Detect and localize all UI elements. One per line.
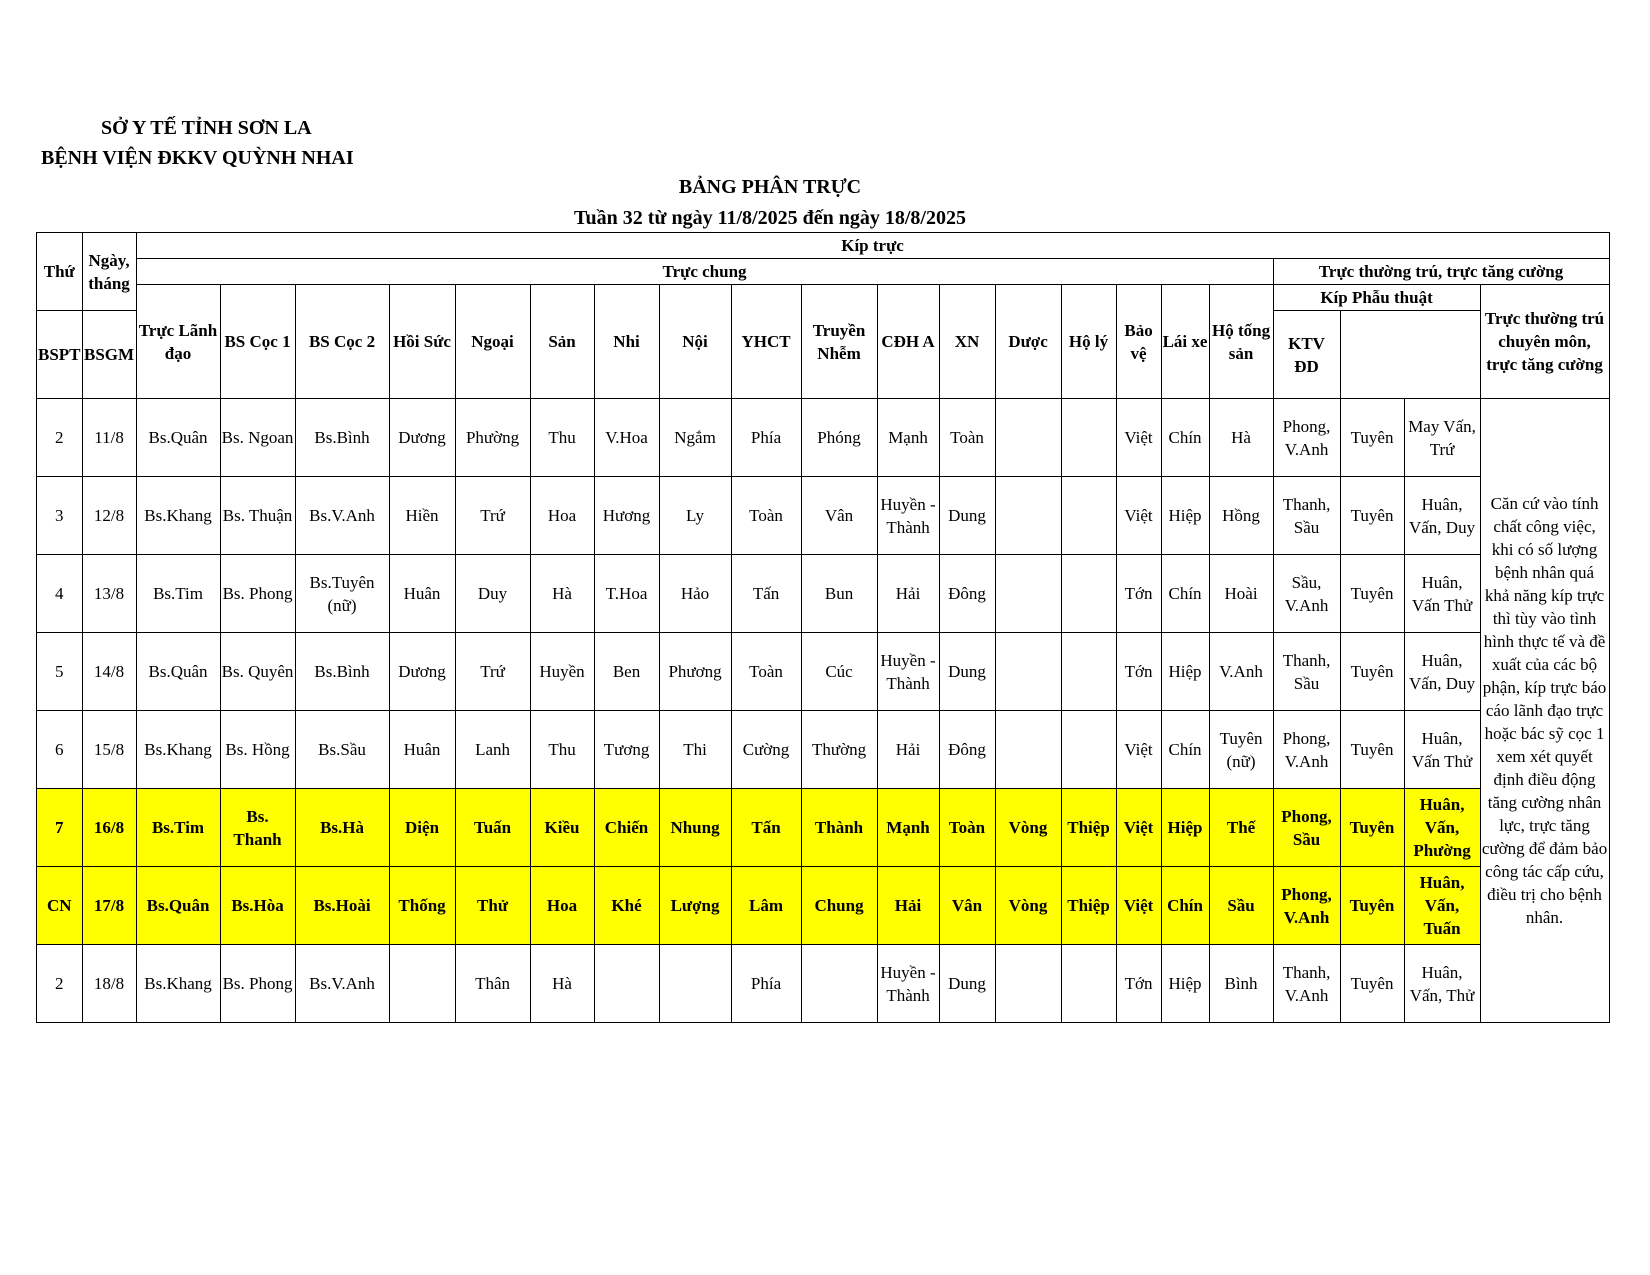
col-header: BS Cọc 1 — [220, 285, 295, 399]
cell-duty: Bs. Quyên — [220, 633, 295, 711]
cell-duty: Huân — [389, 555, 455, 633]
cell-duty: Mạnh — [877, 399, 939, 477]
cell-duty: Toàn — [731, 633, 801, 711]
col-header: Truyền Nhễm — [801, 285, 877, 399]
cell-duty: Tương — [594, 711, 659, 789]
cell-duty: Bs. Thanh — [220, 789, 295, 867]
cell-duty: Thành — [801, 789, 877, 867]
cell-duty — [995, 555, 1061, 633]
cell-duty: Cường — [731, 711, 801, 789]
cell-thu: CN — [37, 867, 83, 945]
cell-duty: Chín — [1161, 711, 1209, 789]
cell-surgery: Tuyên — [1340, 867, 1404, 945]
col-header: Hồi Sức — [389, 285, 455, 399]
cell-duty — [995, 945, 1061, 1023]
cell-duty: Vân — [801, 477, 877, 555]
col-header: XN — [939, 285, 995, 399]
cell-duty: Bs. Phong — [220, 555, 295, 633]
cell-surgery: Huân, Vấn, Duy — [1404, 477, 1480, 555]
cell-duty — [1061, 555, 1116, 633]
cell-duty: Duy — [455, 555, 530, 633]
cell-duty: Huyền - Thành — [877, 633, 939, 711]
cell-duty — [594, 945, 659, 1023]
col-header: Hộ tống sản — [1209, 285, 1273, 399]
cell-duty: Thiệp — [1061, 789, 1116, 867]
cell-duty: Vòng — [995, 789, 1061, 867]
cell-duty: T.Hoa — [594, 555, 659, 633]
cell-duty: Đông — [939, 555, 995, 633]
table-row — [37, 945, 1610, 1023]
org-hospital-name: BỆNH VIỆN ĐKKV QUỲNH NHAI — [41, 147, 354, 169]
cell-duty: Bs.Tim — [136, 789, 220, 867]
cell-ngay: 16/8 — [82, 789, 136, 867]
cell-duty: Thu — [530, 711, 594, 789]
cell-duty: Hà — [1209, 399, 1273, 477]
cell-duty: Chiến — [594, 789, 659, 867]
cell-duty — [659, 945, 731, 1023]
table-row — [37, 633, 1610, 711]
cell-duty: Trứ — [455, 477, 530, 555]
cell-duty: Chín — [1161, 399, 1209, 477]
cell-ngay: 18/8 — [82, 945, 136, 1023]
cell-duty: Hoa — [530, 477, 594, 555]
cell-duty — [1061, 711, 1116, 789]
cell-duty: Việt — [1116, 789, 1161, 867]
group-header-kip-truc: Kíp trực — [136, 233, 1609, 259]
cell-duty: Thế — [1209, 789, 1273, 867]
cell-surgery: Thanh, V.Anh — [1273, 945, 1340, 1023]
cell-duty — [1061, 399, 1116, 477]
col-header: CĐH A — [877, 285, 939, 399]
table-row — [37, 477, 1610, 555]
cell-duty — [801, 945, 877, 1023]
cell-surgery: Sầu, V.Anh — [1273, 555, 1340, 633]
cell-surgery: Huân, Vấn, Phường — [1404, 789, 1480, 867]
cell-duty: Dung — [939, 477, 995, 555]
cell-duty — [1061, 945, 1116, 1023]
cell-duty — [995, 633, 1061, 711]
col-header-thu: Thứ — [37, 233, 83, 311]
cell-duty: Bs.Hòa — [220, 867, 295, 945]
cell-duty: Tớn — [1116, 555, 1161, 633]
cell-duty: Phía — [731, 945, 801, 1023]
cell-surgery: Huân, Vấn, Duy — [1404, 633, 1480, 711]
col-header: Hộ lý — [1061, 285, 1116, 399]
cell-duty: Tấn — [731, 555, 801, 633]
cell-ngay: 12/8 — [82, 477, 136, 555]
cell-duty: Vòng — [995, 867, 1061, 945]
cell-surgery: Tuyên — [1340, 555, 1404, 633]
cell-duty: Sầu — [1209, 867, 1273, 945]
cell-surgery: Huân, Vấn, Tuấn — [1404, 867, 1480, 945]
cell-surgery: Thanh, Sầu — [1273, 633, 1340, 711]
cell-surgery: Phong, V.Anh — [1273, 867, 1340, 945]
cell-duty: Thống — [389, 867, 455, 945]
cell-duty: Hiệp — [1161, 789, 1209, 867]
cell-duty: Tấn — [731, 789, 801, 867]
cell-duty — [995, 399, 1061, 477]
cell-duty: Chín — [1161, 555, 1209, 633]
cell-duty: Thu — [530, 399, 594, 477]
cell-duty: Thi — [659, 711, 731, 789]
cell-duty: Tuấn — [455, 789, 530, 867]
cell-duty: Chung — [801, 867, 877, 945]
cell-duty: Cúc — [801, 633, 877, 711]
duty-schedule-table — [36, 232, 1610, 1023]
cell-duty: Bs. Phong — [220, 945, 295, 1023]
cell-duty — [1061, 477, 1116, 555]
cell-duty: Hải — [877, 711, 939, 789]
cell-duty: Bs.Hoài — [295, 867, 389, 945]
col-header-chuyen-mon: Trực thường trú chuyên môn, trực tăng cường — [1480, 285, 1609, 399]
cell-duty: Bình — [1209, 945, 1273, 1023]
org-parent-name: SỞ Y TẾ TỈNH SƠN LA — [101, 117, 312, 139]
cell-thu: 5 — [37, 633, 83, 711]
group-header-phau-thuat: Kíp Phẫu thuật — [1273, 285, 1480, 311]
col-header: Bảo vệ — [1116, 285, 1161, 399]
cell-duty: Huyền — [530, 633, 594, 711]
cell-duty: Hà — [530, 945, 594, 1023]
group-header-truc-chung: Trực chung — [136, 259, 1273, 285]
col-header-pt: BSGM — [82, 311, 136, 399]
col-header: Nhi — [594, 285, 659, 399]
cell-ngay: 15/8 — [82, 711, 136, 789]
cell-duty: Hải — [877, 867, 939, 945]
cell-surgery: Tuyên — [1340, 789, 1404, 867]
cell-duty: Tớn — [1116, 945, 1161, 1023]
cell-duty: Hồng — [1209, 477, 1273, 555]
cell-thu: 3 — [37, 477, 83, 555]
cell-duty: Dung — [939, 633, 995, 711]
cell-duty: Mạnh — [877, 789, 939, 867]
cell-ngay: 14/8 — [82, 633, 136, 711]
cell-thu: 7 — [37, 789, 83, 867]
cell-duty: Bs.Bình — [295, 399, 389, 477]
cell-ngay: 11/8 — [82, 399, 136, 477]
col-header-ngay: Ngày, tháng — [82, 233, 136, 311]
cell-duty: Kiều — [530, 789, 594, 867]
col-header: Sản — [530, 285, 594, 399]
cell-duty: Bs.V.Anh — [295, 945, 389, 1023]
cell-duty: Toàn — [731, 477, 801, 555]
cell-duty: Phóng — [801, 399, 877, 477]
cell-duty: Lanh — [455, 711, 530, 789]
cell-surgery: Tuyên — [1340, 633, 1404, 711]
table-row — [37, 789, 1610, 867]
cell-duty: Thường — [801, 711, 877, 789]
cell-duty: Việt — [1116, 711, 1161, 789]
cell-duty: Diện — [389, 789, 455, 867]
cell-duty: Dương — [389, 633, 455, 711]
cell-ngay: 13/8 — [82, 555, 136, 633]
cell-duty: Bun — [801, 555, 877, 633]
cell-duty: Toàn — [939, 399, 995, 477]
cell-duty: Hiền — [389, 477, 455, 555]
cell-duty: Huân — [389, 711, 455, 789]
cell-duty: Hải — [877, 555, 939, 633]
col-header-pt: BSPT — [37, 311, 83, 399]
cell-duty: Hà — [530, 555, 594, 633]
cell-duty: Tuyên (nữ) — [1209, 711, 1273, 789]
cell-note: Căn cứ vào tính chất công việc, khi có số lượng bệnh nhân quá khả năng kíp trực thì tùy vào tình hình thực tế và đề xuất của các bộ phận, kíp trực báo cáo lãnh đạo trực hoặc bác sỹ cọc 1 xem xét quyết định điều động tăng cường nhân lực, trực tăng cường để đảm bảo công tác cấp cứu, điều trị cho bệnh nhân. — [1480, 399, 1609, 1023]
cell-ngay: 17/8 — [82, 867, 136, 945]
col-header: Lái xe — [1161, 285, 1209, 399]
cell-duty: Bs.V.Anh — [295, 477, 389, 555]
col-header: YHCT — [731, 285, 801, 399]
cell-duty: Ly — [659, 477, 731, 555]
cell-surgery: May Vấn, Trứ — [1404, 399, 1480, 477]
cell-surgery: Tuyên — [1340, 477, 1404, 555]
cell-duty: Thân — [455, 945, 530, 1023]
cell-duty: Bs.Quân — [136, 633, 220, 711]
cell-duty: Việt — [1116, 477, 1161, 555]
cell-duty: Bs.Tuyên (nữ) — [295, 555, 389, 633]
cell-thu: 4 — [37, 555, 83, 633]
cell-duty: Huyền - Thành — [877, 477, 939, 555]
cell-surgery: Phong, Sầu — [1273, 789, 1340, 867]
table-row — [37, 711, 1610, 789]
cell-surgery: Tuyên — [1340, 945, 1404, 1023]
cell-duty: Hoài — [1209, 555, 1273, 633]
cell-duty — [389, 945, 455, 1023]
cell-duty: Bs.Bình — [295, 633, 389, 711]
cell-duty: Hoa — [530, 867, 594, 945]
cell-surgery: Phong, V.Anh — [1273, 711, 1340, 789]
cell-surgery: Tuyên — [1340, 711, 1404, 789]
cell-duty: Hiệp — [1161, 945, 1209, 1023]
cell-duty: Bs.Khang — [136, 477, 220, 555]
cell-duty: Bs.Hà — [295, 789, 389, 867]
cell-duty: Bs.Quân — [136, 867, 220, 945]
cell-duty: Bs. Ngoan — [220, 399, 295, 477]
cell-duty: Trứ — [455, 633, 530, 711]
cell-duty: Hiệp — [1161, 477, 1209, 555]
cell-duty: Việt — [1116, 399, 1161, 477]
cell-duty: Tớn — [1116, 633, 1161, 711]
cell-duty — [1061, 633, 1116, 711]
cell-duty: Nhung — [659, 789, 731, 867]
cell-duty: Lượng — [659, 867, 731, 945]
cell-duty: Thử — [455, 867, 530, 945]
cell-duty: V.Anh — [1209, 633, 1273, 711]
col-header: Trực Lãnh đạo — [136, 285, 220, 399]
cell-duty: Bs.Khang — [136, 945, 220, 1023]
cell-thu: 6 — [37, 711, 83, 789]
cell-thu: 2 — [37, 399, 83, 477]
cell-surgery: Huân, Vấn, Thử — [1404, 945, 1480, 1023]
cell-duty: Ben — [594, 633, 659, 711]
col-header: BS Cọc 2 — [295, 285, 389, 399]
table-row — [37, 555, 1610, 633]
group-header-thuong-tru: Trực thường trú, trực tăng cường — [1273, 259, 1609, 285]
cell-duty: Bs.Quân — [136, 399, 220, 477]
table-row — [37, 399, 1610, 477]
cell-duty: Bs. Hồng — [220, 711, 295, 789]
cell-duty: Ngắm — [659, 399, 731, 477]
col-header: Nội — [659, 285, 731, 399]
cell-duty: Hiệp — [1161, 633, 1209, 711]
cell-duty — [995, 477, 1061, 555]
cell-duty: Bs.Tim — [136, 555, 220, 633]
document-title: BẢNG PHÂN TRỰC — [678, 176, 862, 198]
cell-duty: Dương — [389, 399, 455, 477]
cell-duty: Phường — [455, 399, 530, 477]
cell-duty: Hảo — [659, 555, 731, 633]
cell-surgery: Tuyên — [1340, 399, 1404, 477]
cell-surgery: Thanh, Sầu — [1273, 477, 1340, 555]
cell-duty: Phương — [659, 633, 731, 711]
cell-duty: Khé — [594, 867, 659, 945]
table-row — [37, 867, 1610, 945]
cell-duty: Huyền - Thành — [877, 945, 939, 1023]
cell-surgery: Huân, Vấn Thử — [1404, 711, 1480, 789]
cell-surgery: Phong, V.Anh — [1273, 399, 1340, 477]
cell-duty: Việt — [1116, 867, 1161, 945]
cell-duty: Chín — [1161, 867, 1209, 945]
col-header: Ngoại — [455, 285, 530, 399]
cell-duty: Bs.Khang — [136, 711, 220, 789]
cell-duty: Toàn — [939, 789, 995, 867]
cell-surgery: Huân, Vấn Thử — [1404, 555, 1480, 633]
document-subtitle: Tuần 32 từ ngày 11/8/2025 đến ngày 18/8/2025 — [574, 207, 966, 229]
cell-duty: Thiệp — [1061, 867, 1116, 945]
col-header-pt: KTV ĐD — [1273, 311, 1340, 399]
cell-duty — [995, 711, 1061, 789]
cell-duty: Vân — [939, 867, 995, 945]
cell-duty: Phía — [731, 399, 801, 477]
cell-duty: Đông — [939, 711, 995, 789]
cell-duty: Bs.Sầu — [295, 711, 389, 789]
cell-thu: 2 — [37, 945, 83, 1023]
cell-duty: Lâm — [731, 867, 801, 945]
col-header: Dược — [995, 285, 1061, 399]
cell-duty: Hương — [594, 477, 659, 555]
cell-duty: Dung — [939, 945, 995, 1023]
cell-duty: Bs. Thuận — [220, 477, 295, 555]
cell-duty: V.Hoa — [594, 399, 659, 477]
